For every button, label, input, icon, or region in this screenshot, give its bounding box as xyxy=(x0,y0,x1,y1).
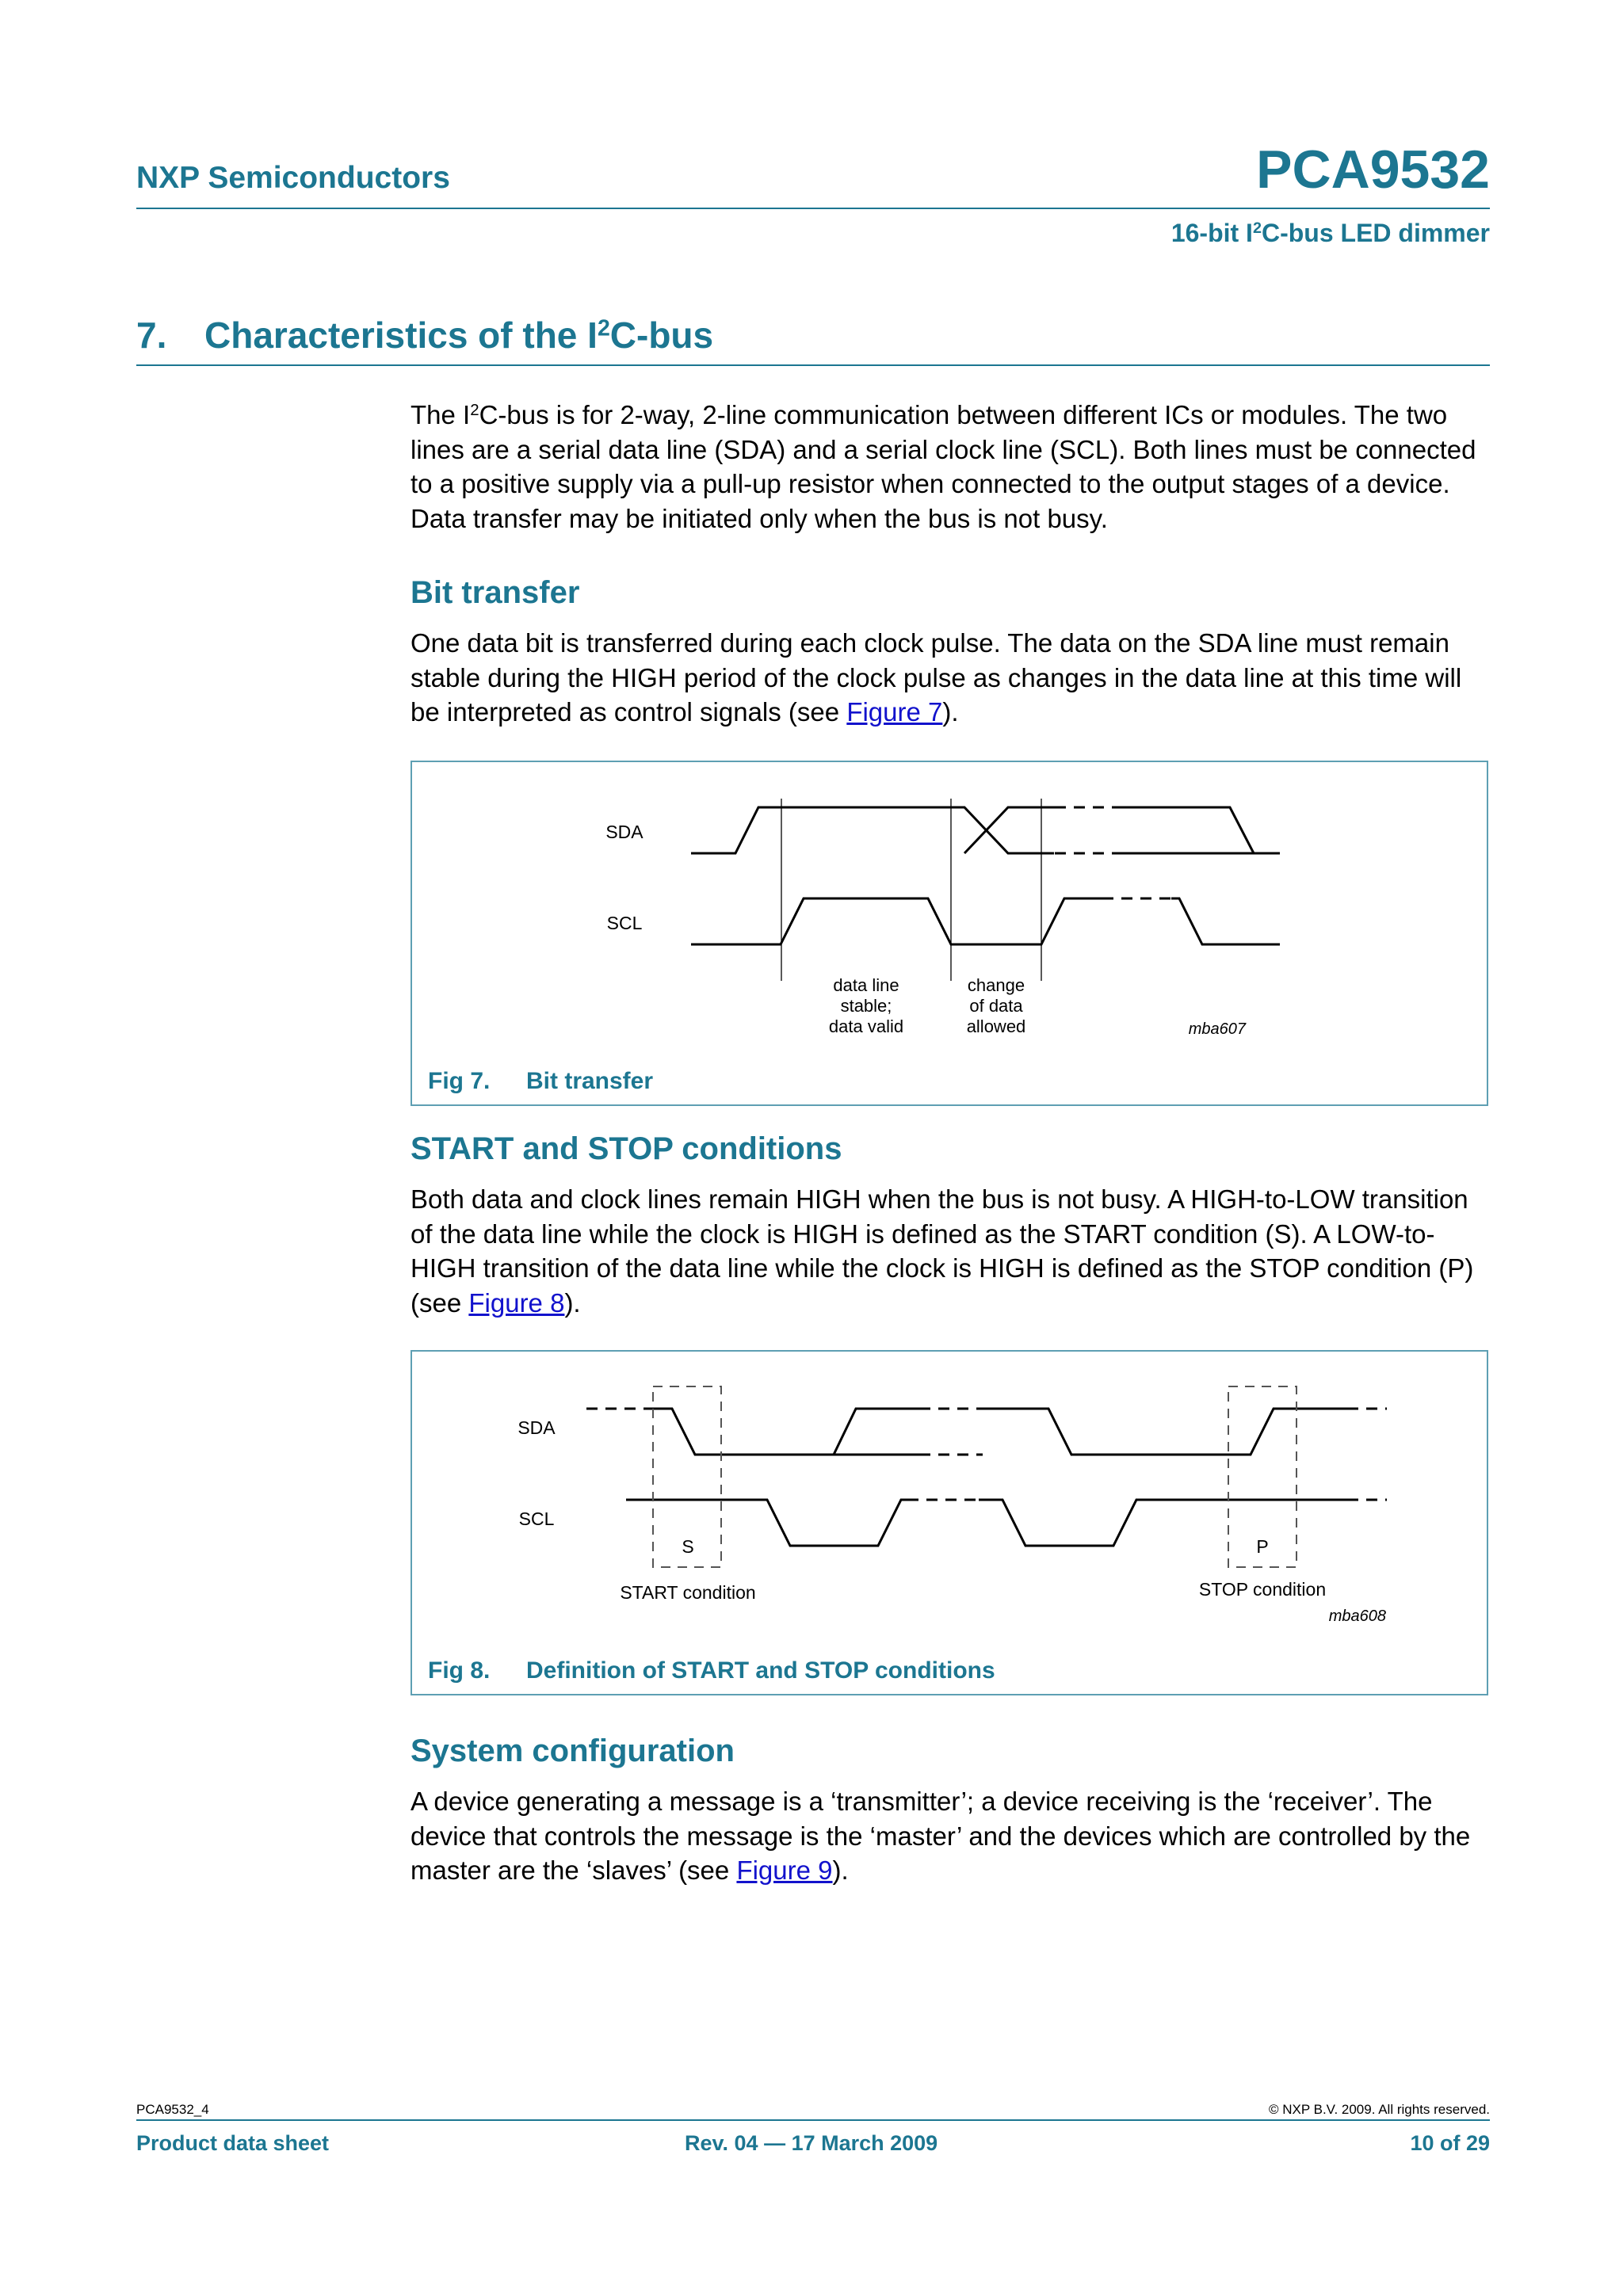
figure-code: mba607 xyxy=(1188,1020,1246,1038)
footer-document-type: Product data sheet xyxy=(136,2131,330,2155)
start-stop-timing-diagram xyxy=(412,1352,1487,1694)
footer-revision: Rev. 04 — 17 March 2009 xyxy=(685,2131,938,2155)
start-s-label: S xyxy=(682,1536,694,1557)
system-configuration-paragraph: A device generating a message is a ‘transmitter’; a device receiving is the ‘receiver’. The device that controls the message is the ‘master’ and the devices which are controlled by the master are the ‘slaves’ (see Figure 9). xyxy=(411,1787,1471,1885)
stable-label-line-2: stable; xyxy=(840,996,892,1016)
scl-label: SCL xyxy=(518,1508,555,1529)
stable-label-line-1: data line xyxy=(833,975,899,995)
subsection-heading-7-2: System configuration xyxy=(411,1733,735,1768)
stop-condition-label: STOP condition xyxy=(1198,1579,1327,1600)
figure-7-caption: Fig 7. Bit transfer xyxy=(428,1068,654,1094)
company-name: NXP Semiconductors xyxy=(136,161,450,195)
footer-document-id: PCA9532_4 xyxy=(136,2102,209,2117)
scl-label: SCL xyxy=(606,913,643,933)
stable-label-line-3: data valid xyxy=(828,1016,904,1036)
section-rule xyxy=(136,364,1490,366)
start-condition-label: START condition xyxy=(620,1582,756,1603)
start-stop-paragraph: Both data and clock lines remain HIGH when the bus is not busy. A HIGH-to-LOW transition of the data line while the clock is HIGH is defined as the START condition (S). A LOW-to-HIGH transition of the data line while the clock is HIGH is defined as the STOP condition (P) (see Figure 8). xyxy=(411,1184,1474,1318)
figure-8-caption: Fig 8. Definition of START and STOP conditions xyxy=(428,1657,995,1684)
subsection-heading-7-1-1: START and STOP conditions xyxy=(411,1131,842,1166)
footer-rule xyxy=(136,2119,1490,2121)
figure-9-link[interactable]: Figure 9 xyxy=(736,1855,833,1885)
section-intro-paragraph: The $I^2C$-bus is for 2-way, 2-line communication between different ICs or modules. The two lines are a serial data line (SDA) and a serial clock line (SCL). Both lines must be connected to a positive supply via a pull-up resistor when connected to the output stages of a device. Data transfer may be initiated only when the bus is not busy. xyxy=(411,400,1476,533)
part-number: PCA9532 xyxy=(1256,139,1490,200)
figure-8-box xyxy=(411,1350,1488,1695)
figure-7-link[interactable]: Figure 7 xyxy=(846,697,943,727)
change-label-line-3: allowed xyxy=(966,1016,1026,1036)
change-label-line-1: change xyxy=(967,975,1025,995)
bit-transfer-paragraph: One data bit is transferred during each clock pulse. The data on the SDA line must remain stable during the HIGH period of the clock pulse as changes in the data line at this time will be interpreted as control signals (see Figure 7). xyxy=(411,628,1462,727)
figure-code: mba608 xyxy=(1328,1608,1386,1625)
sda-label: SDA xyxy=(605,822,643,842)
footer-page-number: 10 of 29 xyxy=(1410,2131,1490,2155)
footer-copyright: © NXP B.V. 2009. All rights reserved. xyxy=(1268,2102,1490,2117)
document-subtitle: 16-bit $I^2C$-bus LED dimmer xyxy=(1170,219,1490,247)
change-label-line-2: of data xyxy=(969,996,1023,1016)
stop-p-label: P xyxy=(1256,1536,1269,1557)
figure-8-link[interactable]: Figure 8 xyxy=(468,1287,565,1318)
header-rule xyxy=(136,208,1490,209)
bit-transfer-timing-diagram xyxy=(412,762,1487,1104)
section-heading: 7. Characteristics of the $I^2C$-bus xyxy=(136,315,714,356)
sda-label: SDA xyxy=(517,1417,556,1438)
subsection-heading-7-1: Bit transfer xyxy=(411,575,580,610)
figure-7-box xyxy=(411,761,1488,1106)
